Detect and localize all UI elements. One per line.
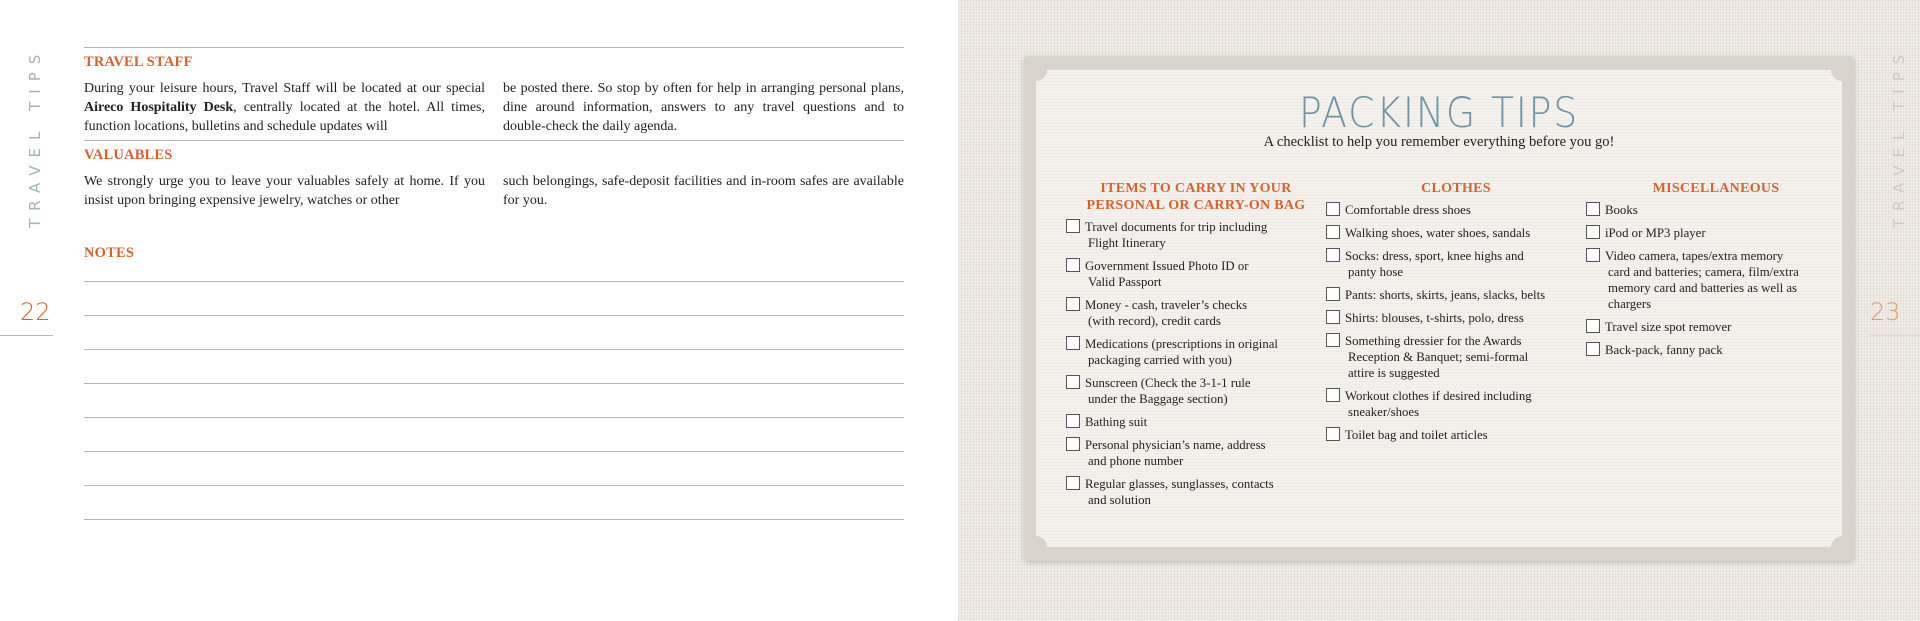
item-line: Video camera, tapes/extra memory xyxy=(1605,249,1784,263)
item-text xyxy=(1345,287,1545,303)
checklist-item[interactable] xyxy=(1326,202,1586,218)
checklist-item[interactable] xyxy=(1326,225,1586,241)
travel-staff-col2: be posted there. So stop by often for help in arranging personal plans, dine around information, answers to any travel questions and to double-check the daily agenda. xyxy=(503,81,904,134)
right-page xyxy=(958,0,1920,621)
travel-staff-title: TRAVEL STAFF xyxy=(84,54,193,70)
checkbox[interactable] xyxy=(1326,202,1340,216)
checklist-item[interactable] xyxy=(1066,336,1326,368)
checklist-item[interactable] xyxy=(1326,310,1586,326)
checkbox[interactable] xyxy=(1066,437,1080,451)
item-line: Travel size spot remover xyxy=(1605,320,1732,334)
side-label-left-text: TRAVEL TIPS xyxy=(26,46,44,228)
item-text xyxy=(1345,310,1524,326)
note-line xyxy=(84,451,904,452)
checkbox[interactable] xyxy=(1066,476,1080,490)
checklist-item[interactable] xyxy=(1066,258,1326,290)
item-line: chargers xyxy=(1608,297,1652,311)
item-line: Regular glasses, sunglasses, contacts xyxy=(1085,477,1274,491)
valuables-title: VALUABLES xyxy=(84,147,173,163)
checklist-item[interactable] xyxy=(1066,437,1326,469)
item-text xyxy=(1085,297,1247,329)
frame-corner xyxy=(1025,536,1047,558)
item-line: iPod or MP3 player xyxy=(1605,226,1706,240)
item-line: Comfortable dress shoes xyxy=(1345,203,1471,217)
item-line: card and batteries; camera, film/extra xyxy=(1608,265,1799,279)
page-number-left: 22 xyxy=(20,298,51,326)
item-text xyxy=(1085,336,1278,368)
column-title-line: MISCELLANEOUS xyxy=(1652,181,1780,196)
checklist-item[interactable] xyxy=(1586,248,1846,312)
page-number-rule-left xyxy=(0,335,53,336)
checklist-item[interactable] xyxy=(1326,287,1586,303)
checklist-column-clothes xyxy=(1326,180,1586,515)
item-line: memory card and batteries as well as xyxy=(1608,281,1798,295)
checklist-columns xyxy=(1066,180,1846,515)
packing-tips-frame xyxy=(1024,56,1854,561)
checkbox[interactable] xyxy=(1066,219,1080,233)
checklist-item[interactable] xyxy=(1066,375,1326,407)
section-rule xyxy=(84,47,904,48)
column-title xyxy=(1586,180,1846,197)
checklist-item[interactable] xyxy=(1586,202,1846,218)
note-line xyxy=(84,417,904,418)
frame-corner xyxy=(1831,59,1853,81)
note-line xyxy=(84,315,904,316)
checklist-item[interactable] xyxy=(1326,248,1586,280)
left-page xyxy=(0,0,958,621)
column-title xyxy=(1326,180,1586,197)
checklist-item[interactable] xyxy=(1326,388,1586,420)
item-text xyxy=(1085,258,1249,290)
checkbox[interactable] xyxy=(1326,427,1340,441)
item-text xyxy=(1605,202,1638,218)
item-text xyxy=(1085,375,1251,407)
travel-staff-section xyxy=(84,47,904,136)
item-line: Workout clothes if desired including xyxy=(1345,389,1532,403)
item-line: attire is suggested xyxy=(1348,366,1440,380)
packing-tips-subtitle: A checklist to help you remember everything before you go! xyxy=(1263,134,1615,150)
checkbox[interactable] xyxy=(1326,310,1340,324)
checkbox[interactable] xyxy=(1066,414,1080,428)
item-line: sneaker/shoes xyxy=(1348,405,1420,419)
side-label-right-text: TRAVEL TIPS xyxy=(1890,46,1908,228)
checkbox[interactable] xyxy=(1586,342,1600,356)
note-line xyxy=(84,281,904,282)
checklist-item[interactable] xyxy=(1066,297,1326,329)
checklist-item[interactable] xyxy=(1066,414,1326,430)
checklist-item[interactable] xyxy=(1066,476,1326,508)
item-line: Shirts: blouses, t-shirts, polo, dress xyxy=(1345,311,1524,325)
item-line: and phone number xyxy=(1088,454,1184,468)
notes-lines xyxy=(84,281,904,520)
checkbox[interactable] xyxy=(1326,248,1340,262)
item-text xyxy=(1085,414,1147,430)
travel-staff-text: During your leisure hours, Travel Staff will be located at our special xyxy=(84,81,485,96)
checkbox[interactable] xyxy=(1326,388,1340,402)
checklist-item[interactable] xyxy=(1586,225,1846,241)
column-title-line: ITEMS TO CARRY IN YOUR xyxy=(1100,181,1292,196)
checklist-column-carry-on xyxy=(1066,180,1326,515)
item-text xyxy=(1605,319,1731,335)
valuables-col2: such belongings, safe-deposit facilities and in-room safes are available for you. xyxy=(503,174,904,208)
item-line: Travel documents for trip including xyxy=(1085,220,1268,234)
item-line: panty hose xyxy=(1348,265,1404,279)
item-text xyxy=(1605,248,1799,312)
checkbox[interactable] xyxy=(1066,297,1080,311)
item-line: (with record), credit cards xyxy=(1088,314,1221,328)
item-line: Personal physician’s name, address xyxy=(1085,438,1266,452)
checkbox[interactable] xyxy=(1066,258,1080,272)
column-title-line: PERSONAL OR CARRY-ON BAG xyxy=(1086,198,1306,213)
notes-title: NOTES xyxy=(84,245,135,261)
checklist-column-miscellaneous xyxy=(1586,180,1846,515)
item-text xyxy=(1345,225,1530,241)
item-text xyxy=(1345,248,1524,280)
item-line: and solution xyxy=(1088,493,1151,507)
section-rule xyxy=(84,140,904,141)
packing-tips-title: PACKING TIPS xyxy=(1298,88,1580,137)
page-number-right: 23 xyxy=(1870,298,1901,326)
valuables-col1: We strongly urge you to leave your valuables safely at home. If you insist upon bringing expensive jewelry, watches or other xyxy=(84,174,485,208)
checkbox[interactable] xyxy=(1326,225,1340,239)
column-title-line: CLOTHES xyxy=(1421,181,1491,196)
item-line: under the Baggage section) xyxy=(1088,392,1228,406)
item-line: Government Issued Photo ID or xyxy=(1085,259,1249,273)
item-line: Medications (prescriptions in original xyxy=(1085,337,1278,351)
frame-corner xyxy=(1831,536,1853,558)
item-text xyxy=(1085,219,1267,251)
item-text xyxy=(1345,427,1488,443)
checkbox[interactable] xyxy=(1586,248,1600,262)
travel-staff-col1 xyxy=(84,79,485,136)
item-line: Bathing suit xyxy=(1085,415,1148,429)
checklist-item[interactable] xyxy=(1586,319,1846,335)
item-line: Sunscreen (Check the 3-1-1 rule xyxy=(1085,376,1251,390)
note-line xyxy=(84,485,904,486)
item-text xyxy=(1345,333,1528,381)
checkbox[interactable] xyxy=(1066,375,1080,389)
checklist-item[interactable] xyxy=(1326,427,1586,443)
hospitality-desk-name: Aireco Hospitality Desk xyxy=(84,100,234,115)
item-line: Money - cash, traveler’s checks xyxy=(1085,298,1248,312)
note-line xyxy=(84,519,904,520)
travel-staff-body xyxy=(84,79,904,136)
item-text xyxy=(1605,225,1706,241)
checkbox[interactable] xyxy=(1326,287,1340,301)
item-line: Walking shoes, water shoes, sandals xyxy=(1345,226,1531,240)
item-line: Socks: dress, sport, knee highs and xyxy=(1345,249,1524,263)
checklist-item[interactable] xyxy=(1326,333,1586,381)
item-line: Reception & Banquet; semi-formal xyxy=(1348,350,1529,364)
item-line: Back-pack, fanny pack xyxy=(1605,343,1723,357)
valuables-body xyxy=(84,172,904,210)
item-text xyxy=(1345,202,1471,218)
checkbox[interactable] xyxy=(1326,333,1340,347)
item-text xyxy=(1605,342,1723,358)
checkbox[interactable] xyxy=(1586,202,1600,216)
item-line: Toilet bag and toilet articles xyxy=(1345,428,1488,442)
checklist-item[interactable] xyxy=(1586,342,1846,358)
checkbox[interactable] xyxy=(1586,225,1600,239)
item-line: Something dressier for the Awards xyxy=(1345,334,1522,348)
item-text xyxy=(1085,437,1266,469)
item-line: packaging carried with you) xyxy=(1088,353,1232,367)
checkbox[interactable] xyxy=(1586,319,1600,333)
item-line: Valid Passport xyxy=(1088,275,1162,289)
packing-tips-card xyxy=(1036,70,1842,547)
column-title xyxy=(1066,180,1326,214)
note-line xyxy=(84,349,904,350)
checkbox[interactable] xyxy=(1066,336,1080,350)
valuables-section xyxy=(84,140,904,210)
page-number-rule-right xyxy=(1870,335,1920,336)
travel-staff-text: , centrally located at the hotel. All times, function locations, bulletins and schedule updates will xyxy=(84,100,485,134)
frame-corner xyxy=(1025,59,1047,81)
item-line: Flight Itinerary xyxy=(1088,236,1166,250)
item-line: Pants: shorts, skirts, jeans, slacks, belts xyxy=(1345,288,1546,302)
note-line xyxy=(84,383,904,384)
item-line: Books xyxy=(1605,203,1638,217)
checklist-item[interactable] xyxy=(1066,219,1326,251)
item-text xyxy=(1345,388,1532,420)
item-text xyxy=(1085,476,1274,508)
notes-section xyxy=(84,245,904,553)
